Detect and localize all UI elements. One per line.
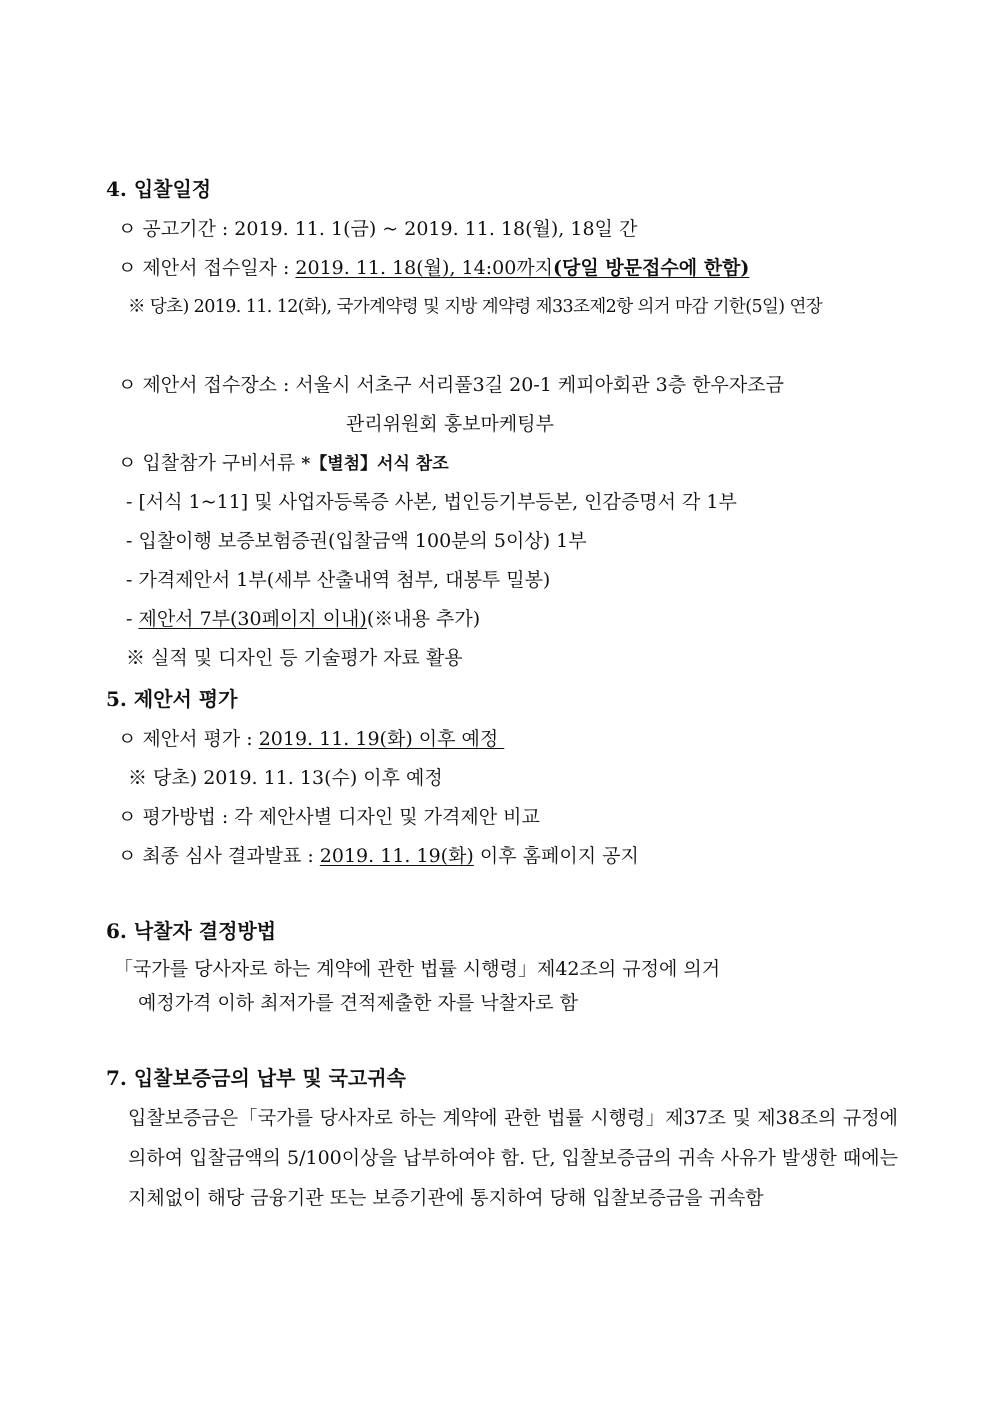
- docs-label: ㅇ 입찰참가 구비서류: [118, 452, 302, 474]
- section-7-title: 7. 입찰보증금의 납부 및 국고귀속: [106, 1066, 406, 1090]
- docs-item-2: - 입찰이행 보증보험증권(입찰금액 100분의 5이상) 1부: [126, 530, 587, 552]
- result-label: ㅇ 최종 심사 결과발표 :: [118, 845, 320, 867]
- award-line-2: 예정가격 이하 최저가를 견적제출한 자를 낙찰자로 함: [138, 992, 579, 1014]
- docs-note: ※ 실적 및 디자인 등 기술평가 자료 활용: [126, 647, 463, 669]
- proposal-copies: 제안서 7부(30페이지 이내): [138, 608, 367, 630]
- receipt-date: [295, 257, 749, 279]
- eval-label: ㅇ 제안서 평가 :: [118, 728, 259, 750]
- docs-ref: *【별첨】서식 참조: [301, 454, 449, 474]
- notice-period: ㅇ 공고기간 : 2019. 11. 1(금) ~ 2019. 11. 18(월), 18일 간: [118, 218, 638, 240]
- receipt-walkin-only: (당일 방문접수에 한함): [553, 257, 750, 279]
- section-4-title: 4. 입찰일정: [106, 177, 212, 201]
- place-line-2: 관리위원회 홍보마케팅부: [346, 413, 554, 435]
- proposal-prefix: -: [126, 608, 139, 630]
- section-5-title: 5. 제안서 평가: [106, 687, 238, 711]
- proposal-suffix: (※내용 추가): [366, 608, 481, 630]
- section-6-title: 6. 낙찰자 결정방법: [106, 919, 277, 943]
- receipt-label: ㅇ 제안서 접수일자 :: [118, 257, 296, 279]
- eval-line: [118, 726, 504, 752]
- docs-item-1: - [서식 1~11] 및 사업자등록증 사본, 법인등기부등본, 인감증명서 각 1부: [126, 491, 737, 513]
- result-line: [118, 843, 639, 869]
- result-date: 2019. 11. 19(화): [319, 845, 474, 867]
- eval-date: 2019. 11. 19(화) 이후 예정: [258, 728, 505, 750]
- result-suffix: 이후 홈페이지 공지: [473, 845, 639, 867]
- docs-item-3: - 가격제안서 1부(세부 산출내역 첨부, 대봉투 밀봉): [126, 569, 551, 591]
- place-line-1: ㅇ 제안서 접수장소 : 서울시 서초구 서리풀3길 20-1 케피아회관 3층 한우자조금: [118, 374, 784, 396]
- receipt-note: ※ 당초) 2019. 11. 12(화), 국가계약령 및 지방 계약령 제33조제2항 의거 마감 기한(5일) 연장: [128, 297, 823, 317]
- award-line-1: 「국가를 당사자로 하는 계약에 관한 법률 시행령」제42조의 규정에 의거: [114, 958, 721, 980]
- deposit-body: 입찰보증금은「국가를 당사자로 하는 계약에 관한 법률 시행령」제37조 및 제38조의 규정에 의하여 입찰금액의 5/100이상을 납부하여야 함. 단, 입찰보증금의 귀속 사유가 발생한 때에는 지체없이 해당 금융기관 또는 보증기관에 통지하여 당해 입찰보증금을 귀속함: [128, 1107, 898, 1209]
- eval-note: ※ 당초) 2019. 11. 13(수) 이후 예정: [128, 767, 443, 789]
- receipt-date-text: 2019. 11. 18(월), 14:00까지: [295, 257, 553, 279]
- docs-line: [118, 450, 449, 477]
- docs-item-4: [126, 606, 480, 632]
- receipt-date-line: [118, 255, 749, 281]
- eval-method: ㅇ 평가방법 : 각 제안사별 디자인 및 가격제안 비교: [118, 806, 540, 828]
